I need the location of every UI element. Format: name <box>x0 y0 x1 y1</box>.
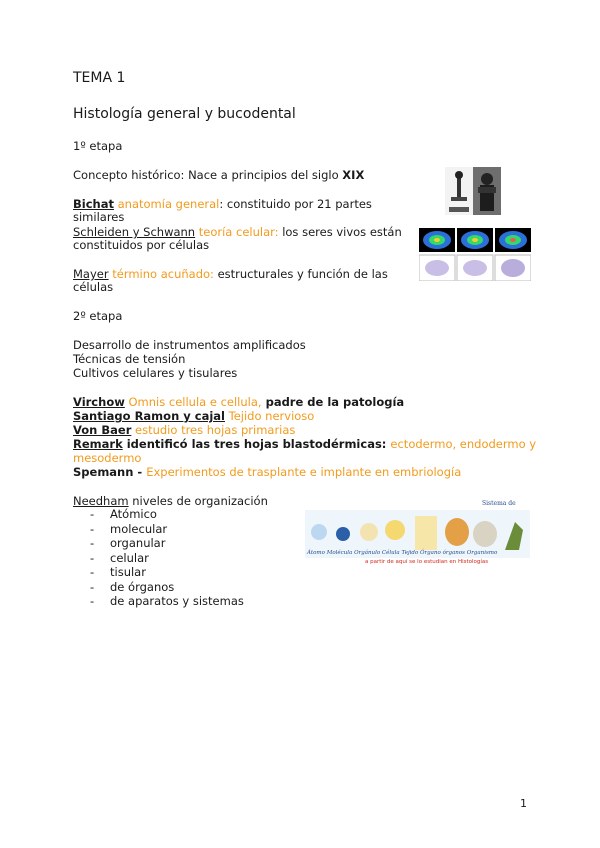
list-item: - celular <box>73 551 244 566</box>
mayer-rest: estructurales y función de las <box>213 267 388 281</box>
spemann-name: Spemann - <box>73 465 147 479</box>
historical-photos <box>445 167 501 215</box>
dev-line-2: Técnicas de tensión <box>73 352 186 366</box>
remark-line <box>73 437 536 451</box>
baer-name: Von Baer <box>73 423 132 437</box>
ramon-line <box>73 409 314 423</box>
list-item: - tisular <box>73 565 244 580</box>
virchow-rest: padre de la patología <box>261 395 405 409</box>
organization-levels-list <box>73 507 244 609</box>
list-item: - de órganos <box>73 580 244 595</box>
diagram-label: Orgánulo <box>354 550 381 556</box>
microscope-photo <box>445 167 501 215</box>
mayer-term: término acuñado: <box>112 267 214 281</box>
bichat-name: Bichat <box>73 197 114 211</box>
brain-scan-images <box>419 223 531 281</box>
schleiden-term: teoría celular: <box>198 225 279 239</box>
dev-line-1: Desarrollo de instrumentos amplificados <box>73 338 306 352</box>
mayer-name: Mayer <box>73 267 109 281</box>
spemann-term: Experimentos de trasplante e implante en embriología <box>146 465 462 479</box>
baer-term: estudio tres hojas primarias <box>135 423 296 437</box>
stage2-label: 2º etapa <box>73 309 123 323</box>
schleiden-line <box>73 225 402 239</box>
levels-illustration <box>305 500 530 568</box>
page-number: 1 <box>520 797 527 810</box>
needham-name: Needham <box>73 494 129 508</box>
diagram-caption: a partir de aquí se lo estudian en Histologías <box>365 559 489 565</box>
list-item: - Atómico <box>73 507 244 522</box>
concept-line <box>73 168 364 182</box>
organization-levels-diagram <box>305 500 530 568</box>
remark-term: ectodermo, endodermo y <box>390 437 537 451</box>
document-subtitle: Histología general y bucodental <box>73 106 296 122</box>
mayer-line2: células <box>73 280 114 294</box>
ramon-term: Tejido nervioso <box>228 409 315 423</box>
diagram-labels <box>307 550 497 556</box>
list-item: - organular <box>73 536 244 551</box>
spemann-line <box>73 465 461 479</box>
dev-line-3: Cultivos celulares y tisulares <box>73 366 238 380</box>
schleiden-rest: los seres vivos están <box>278 225 402 239</box>
concept-century: XIX <box>342 168 365 182</box>
needham-line <box>73 494 268 508</box>
ramon-name: Santiago Ramon y cajal <box>73 409 225 423</box>
needham-rest: niveles de organización <box>128 494 268 508</box>
virchow-name: Virchow <box>73 395 125 409</box>
list-item: - molecular <box>73 522 244 537</box>
baer-line <box>73 423 295 437</box>
virchow-line <box>73 395 404 409</box>
diagram-label: Átomo <box>307 550 325 556</box>
schleiden-line2: constituidos por células <box>73 238 210 252</box>
bichat-rest: : constituido por 21 partes <box>219 197 372 211</box>
bichat-term: anatomía general <box>117 197 220 211</box>
diagram-label: órganos <box>442 550 465 556</box>
schleiden-name: Schleiden y Schwann <box>73 225 196 239</box>
diagram-top-label: Sistema de <box>482 500 516 507</box>
brain-scan-panel <box>419 223 531 281</box>
diagram-label: Molécula <box>326 550 353 556</box>
stage1-label: 1º etapa <box>73 139 123 153</box>
remark-line2: mesodermo <box>73 451 142 465</box>
bichat-line <box>73 197 372 211</box>
document-heading: TEMA 1 <box>73 70 126 86</box>
diagram-label: Organismo <box>466 550 498 556</box>
bichat-line2: similares <box>73 210 125 224</box>
diagram-label: Órgano <box>420 550 441 556</box>
remark-name: Remark <box>73 437 123 451</box>
diagram-label: Célula <box>381 550 400 556</box>
list-item: - de aparatos y sistemas <box>73 594 244 609</box>
concept-text: Concepto histórico: Nace a principios del siglo <box>73 168 343 182</box>
diagram-label: Tejido <box>401 550 419 556</box>
remark-rest: identificó las tres hojas blastodérmicas: <box>122 437 391 451</box>
mayer-line <box>73 267 388 281</box>
virchow-term: Omnis cellula e cellula, <box>128 395 262 409</box>
